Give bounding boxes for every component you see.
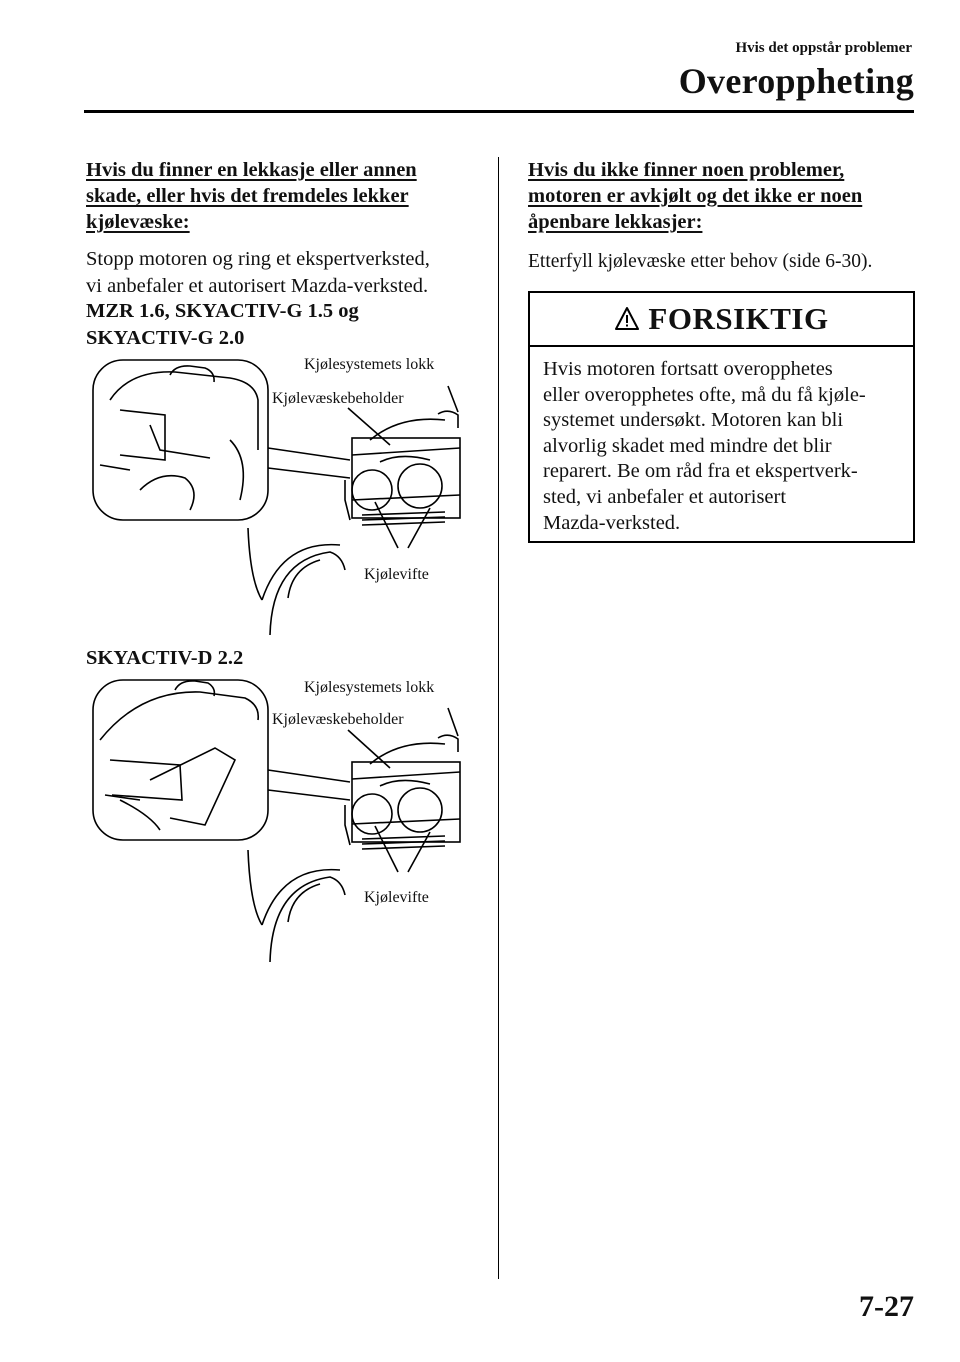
warning-triangle-icon <box>614 306 640 332</box>
caution-text <box>543 357 903 536</box>
coolant-reservoir-label: Kjølevæskebeholder <box>272 711 404 728</box>
caution-line: eller overopphetes ofte, må du få kjøle- <box>543 383 866 406</box>
leak-heading-line: skade, eller hvis det fremdeles lekker <box>86 185 409 207</box>
cooling-fan-label: Kjølevifte <box>364 889 429 906</box>
caution-line: reparert. Be om råd fra et ekspertverk- <box>543 460 858 483</box>
caution-box <box>528 291 915 543</box>
cooling-fan-label: Kjølevifte <box>364 566 429 583</box>
no-problem-heading-line: Hvis du ikke finner noen problemer, <box>528 159 845 181</box>
section-label: Hvis det oppstår problemer <box>735 40 912 56</box>
leak-heading-line: Hvis du finner en lekkasje eller annen <box>86 159 417 181</box>
caution-line: alvorlig skadet med mindre det blir <box>543 434 832 457</box>
no-problem-heading <box>528 157 928 235</box>
caution-header <box>530 293 913 347</box>
caution-title: FORSIKTIG <box>648 301 829 336</box>
instruction-line: Stopp motoren og ring et ekspertverksted, <box>86 248 430 270</box>
engine-variant-line: SKYACTIV-G 2.0 <box>86 327 245 349</box>
no-problem-heading-line: motoren er avkjølt og det ikke er noen <box>528 185 863 207</box>
no-problem-heading-line: åpenbare lekkasjer: <box>528 211 703 233</box>
coolant-cap-label: Kjølesystemets lokk <box>304 679 435 696</box>
caution-line: Mazda-verksted. <box>543 511 681 534</box>
caution-line: Hvis motoren fortsatt overopphetes <box>543 358 833 380</box>
instruction-line: vi anbefaler et autorisert Mazda-verksted. <box>86 275 429 297</box>
leak-heading-line: kjølevæske: <box>86 211 190 233</box>
page-number: 7-27 <box>859 1290 914 1323</box>
refill-instruction: Etterfyll kjølevæske etter behov (side 6-30). <box>528 251 873 272</box>
caution-line: sted, vi anbefaler et autorisert <box>543 485 787 508</box>
engine-variant-2: SKYACTIV-D 2.2 <box>86 647 244 669</box>
coolant-cap-label: Kjølesystemets lokk <box>304 356 435 373</box>
chapter-title: Overoppheting <box>678 61 914 101</box>
engine-variant-line: MZR 1.6, SKYACTIV-G 1.5 og <box>86 300 359 322</box>
coolant-reservoir-label: Kjølevæskebeholder <box>272 390 404 407</box>
caution-line: systemet undersøkt. Motoren kan bli <box>543 409 844 432</box>
